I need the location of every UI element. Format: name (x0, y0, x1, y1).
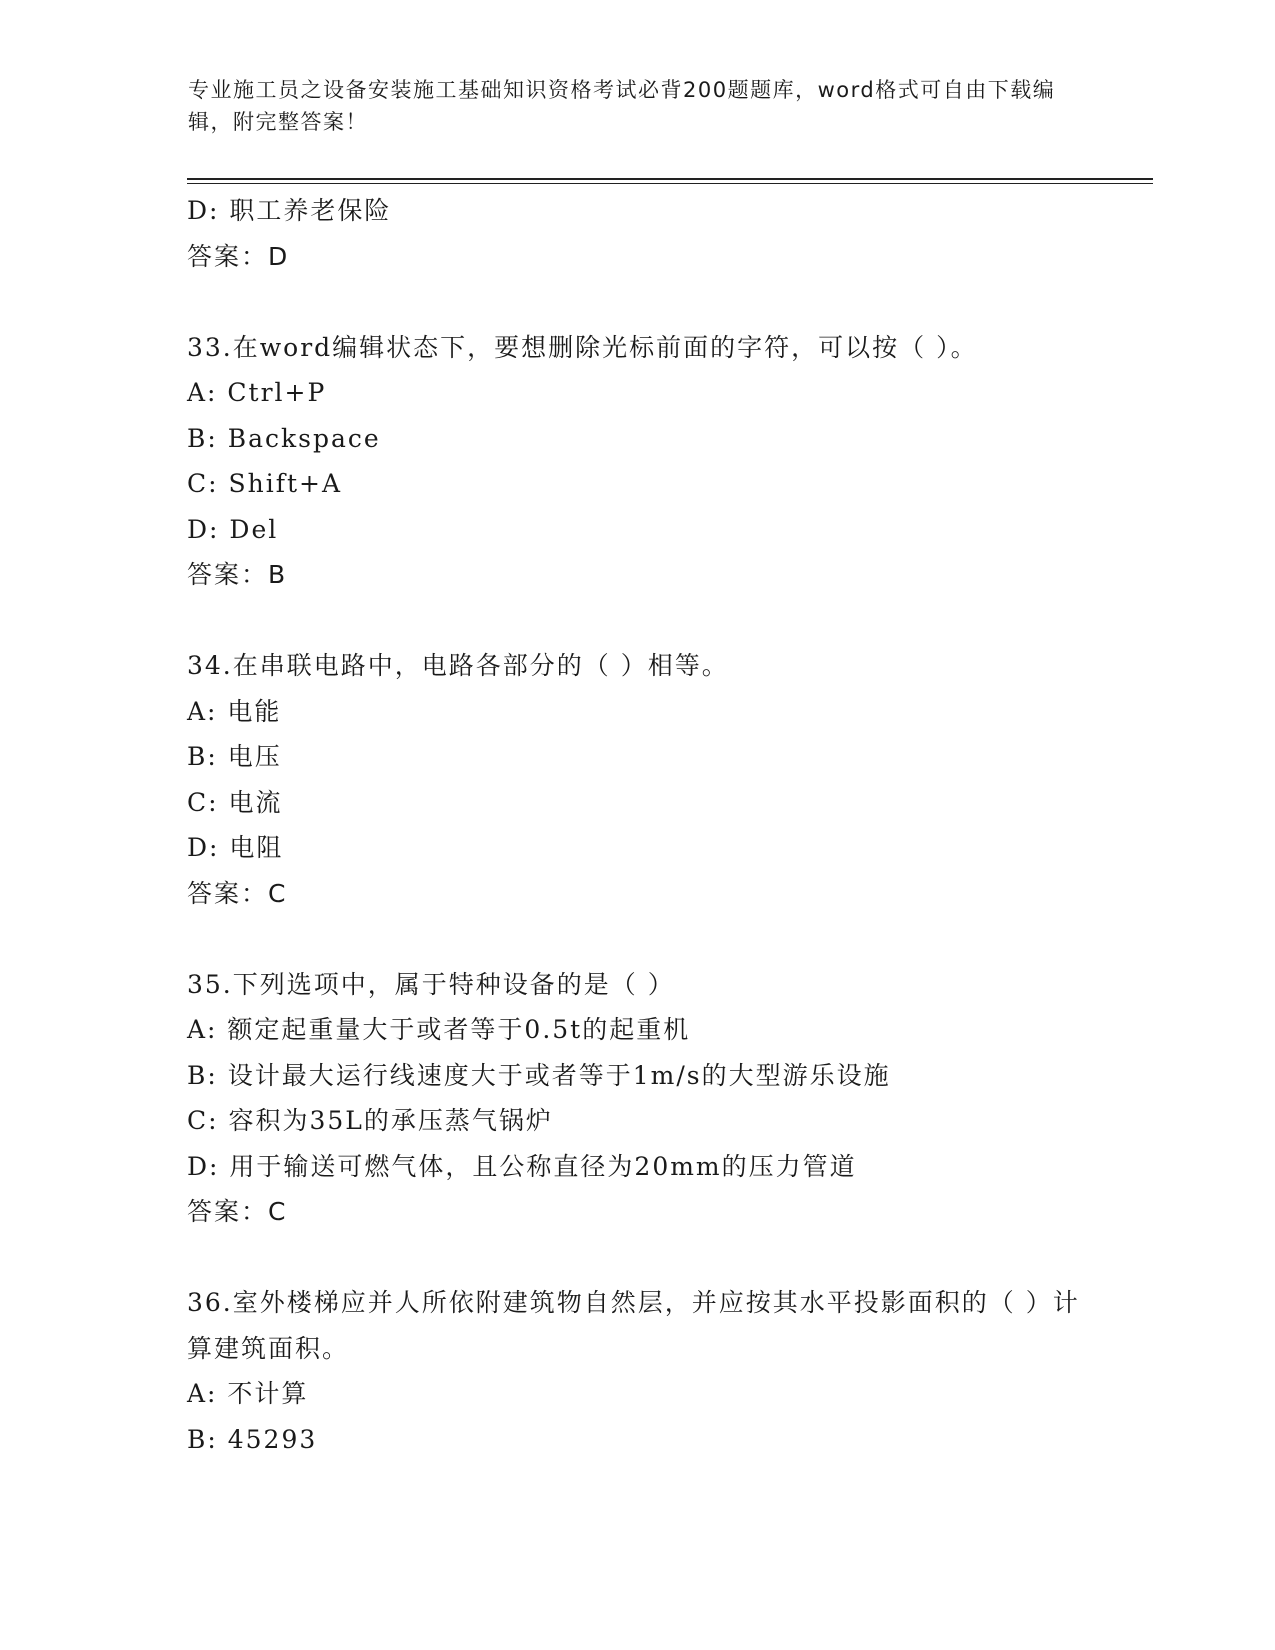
question-stem: 33.在word编辑状态下，要想删除光标前面的字符，可以按（ ）。 (187, 332, 978, 362)
option-b: B: 设计最大运行线速度大于或者等于1m/s的大型游乐设施 (187, 1060, 891, 1090)
spacer (187, 279, 1167, 325)
spacer (187, 598, 1167, 644)
header-rule-thick (187, 178, 1153, 180)
answer: 答案：C (187, 878, 288, 908)
document-body (187, 188, 1167, 1462)
question-stem: 34.在串联电路中，电路各部分的（ ）相等。 (187, 651, 729, 680)
question-33 (187, 325, 1167, 598)
option-a: A: 额定起重量大于或者等于0.5t的起重机 (187, 1015, 691, 1044)
option-b: B: Backspace (187, 423, 381, 453)
question-36 (187, 1280, 1167, 1462)
option-c: C: 容积为35L的承压蒸气锅炉 (187, 1106, 553, 1135)
option-a: A: Ctrl+P (187, 378, 327, 407)
prev-answer: 答案：D (187, 241, 290, 271)
question-35 (187, 962, 1167, 1235)
spacer (187, 1235, 1167, 1281)
option-d: D: 用于输送可燃气体，且公称直径为20mm的压力管道 (187, 1151, 857, 1181)
option-d: D: Del (187, 514, 279, 544)
question-stem: 36.室外楼梯应并人所依附建筑物自然层，并应按其水平投影面积的（ ）计算建筑面积。 (187, 1288, 1080, 1363)
question-34 (187, 643, 1167, 916)
question-stem: 35.下列选项中，属于特种设备的是（ ） (187, 969, 675, 999)
document-header: 专业施工员之设备安装施工基础知识资格考试必背200题题库，word格式可自由下载编辑，附完整答案！ (188, 78, 1056, 134)
option-b: B: 45293 (187, 1424, 318, 1454)
answer: 答案：C (187, 1197, 288, 1226)
option-b: B: 电压 (187, 742, 282, 771)
option-a: A: 电能 (187, 696, 282, 726)
option-a: A: 不计算 (187, 1379, 309, 1408)
answer: 答案：B (187, 560, 288, 589)
option-c: C: 电流 (187, 787, 283, 817)
header-rule-thin (187, 183, 1153, 184)
option-d: D: 电阻 (187, 833, 284, 862)
prev-option-d: D: 职工养老保险 (187, 196, 392, 225)
option-c: C: Shift+A (187, 469, 343, 498)
spacer (187, 916, 1167, 962)
